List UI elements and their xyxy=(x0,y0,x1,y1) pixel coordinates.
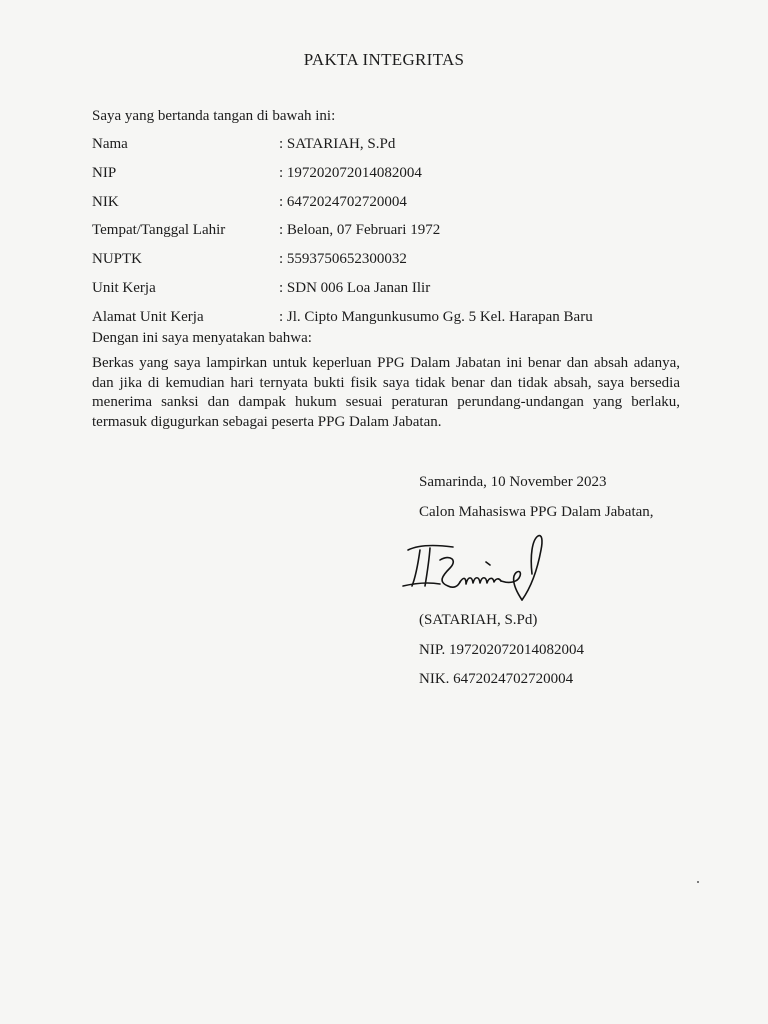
field-row xyxy=(92,136,692,165)
field-row xyxy=(92,194,692,223)
field-value: : SDN 006 Loa Janan Ilir xyxy=(279,279,431,296)
field-value: : Jl. Cipto Mangunkusumo Gg. 5 Kel. Harapan Baru xyxy=(279,308,593,325)
field-value: : SATARIAH, S.Pd xyxy=(279,136,396,152)
signer-role: Calon Mahasiswa PPG Dalam Jabatan, xyxy=(419,504,654,520)
declaration-body: Berkas yang saya lampirkan untuk keperluan PPG Dalam Jabatan ini benar dan absah adanya, dan jika di kemudian hari ternyata bukti fisik saya tidak benar dan tidak absah, saya bersedia menerima sanksi dan dampak hukum sesuai peraturan perundang-undangan yang berlaku, termasuk digugurkan sebagai peserta PPG Dalam Jabatan. xyxy=(92,355,680,430)
field-row xyxy=(92,222,692,251)
field-row xyxy=(92,251,692,280)
declaration-intro: Dengan ini saya menyatakan bahwa: xyxy=(92,330,312,346)
signer-name: (SATARIAH, S.Pd) xyxy=(419,612,538,628)
field-label: Alamat Unit Kerja xyxy=(92,308,204,325)
field-value: : 5593750652300032 xyxy=(279,251,407,268)
identity-fields xyxy=(92,136,692,338)
signer-nik: NIK. 6472024702720004 xyxy=(419,671,574,687)
field-value: : 6472024702720004 xyxy=(279,193,407,210)
field-value: : Beloan, 07 Februari 1972 xyxy=(279,222,441,239)
field-value: : 197202072014082004 xyxy=(279,164,422,181)
field-label: NIK xyxy=(92,193,119,210)
intro-text: Saya yang bertanda tangan di bawah ini: xyxy=(92,108,336,124)
field-label: Unit Kerja xyxy=(92,279,156,296)
field-label: Tempat/Tanggal Lahir xyxy=(92,222,226,239)
field-row xyxy=(92,165,692,194)
field-row xyxy=(92,280,692,309)
place-date: Samarinda, 10 November 2023 xyxy=(419,474,607,490)
document-title: PAKTA INTEGRITAS xyxy=(303,50,465,69)
signer-nip: NIP. 197202072014082004 xyxy=(419,642,585,658)
handwritten-signature xyxy=(398,526,558,621)
field-label: Nama xyxy=(92,136,128,152)
field-label: NUPTK xyxy=(92,251,143,268)
field-label: NIP xyxy=(92,164,117,181)
scan-speck xyxy=(697,881,699,883)
